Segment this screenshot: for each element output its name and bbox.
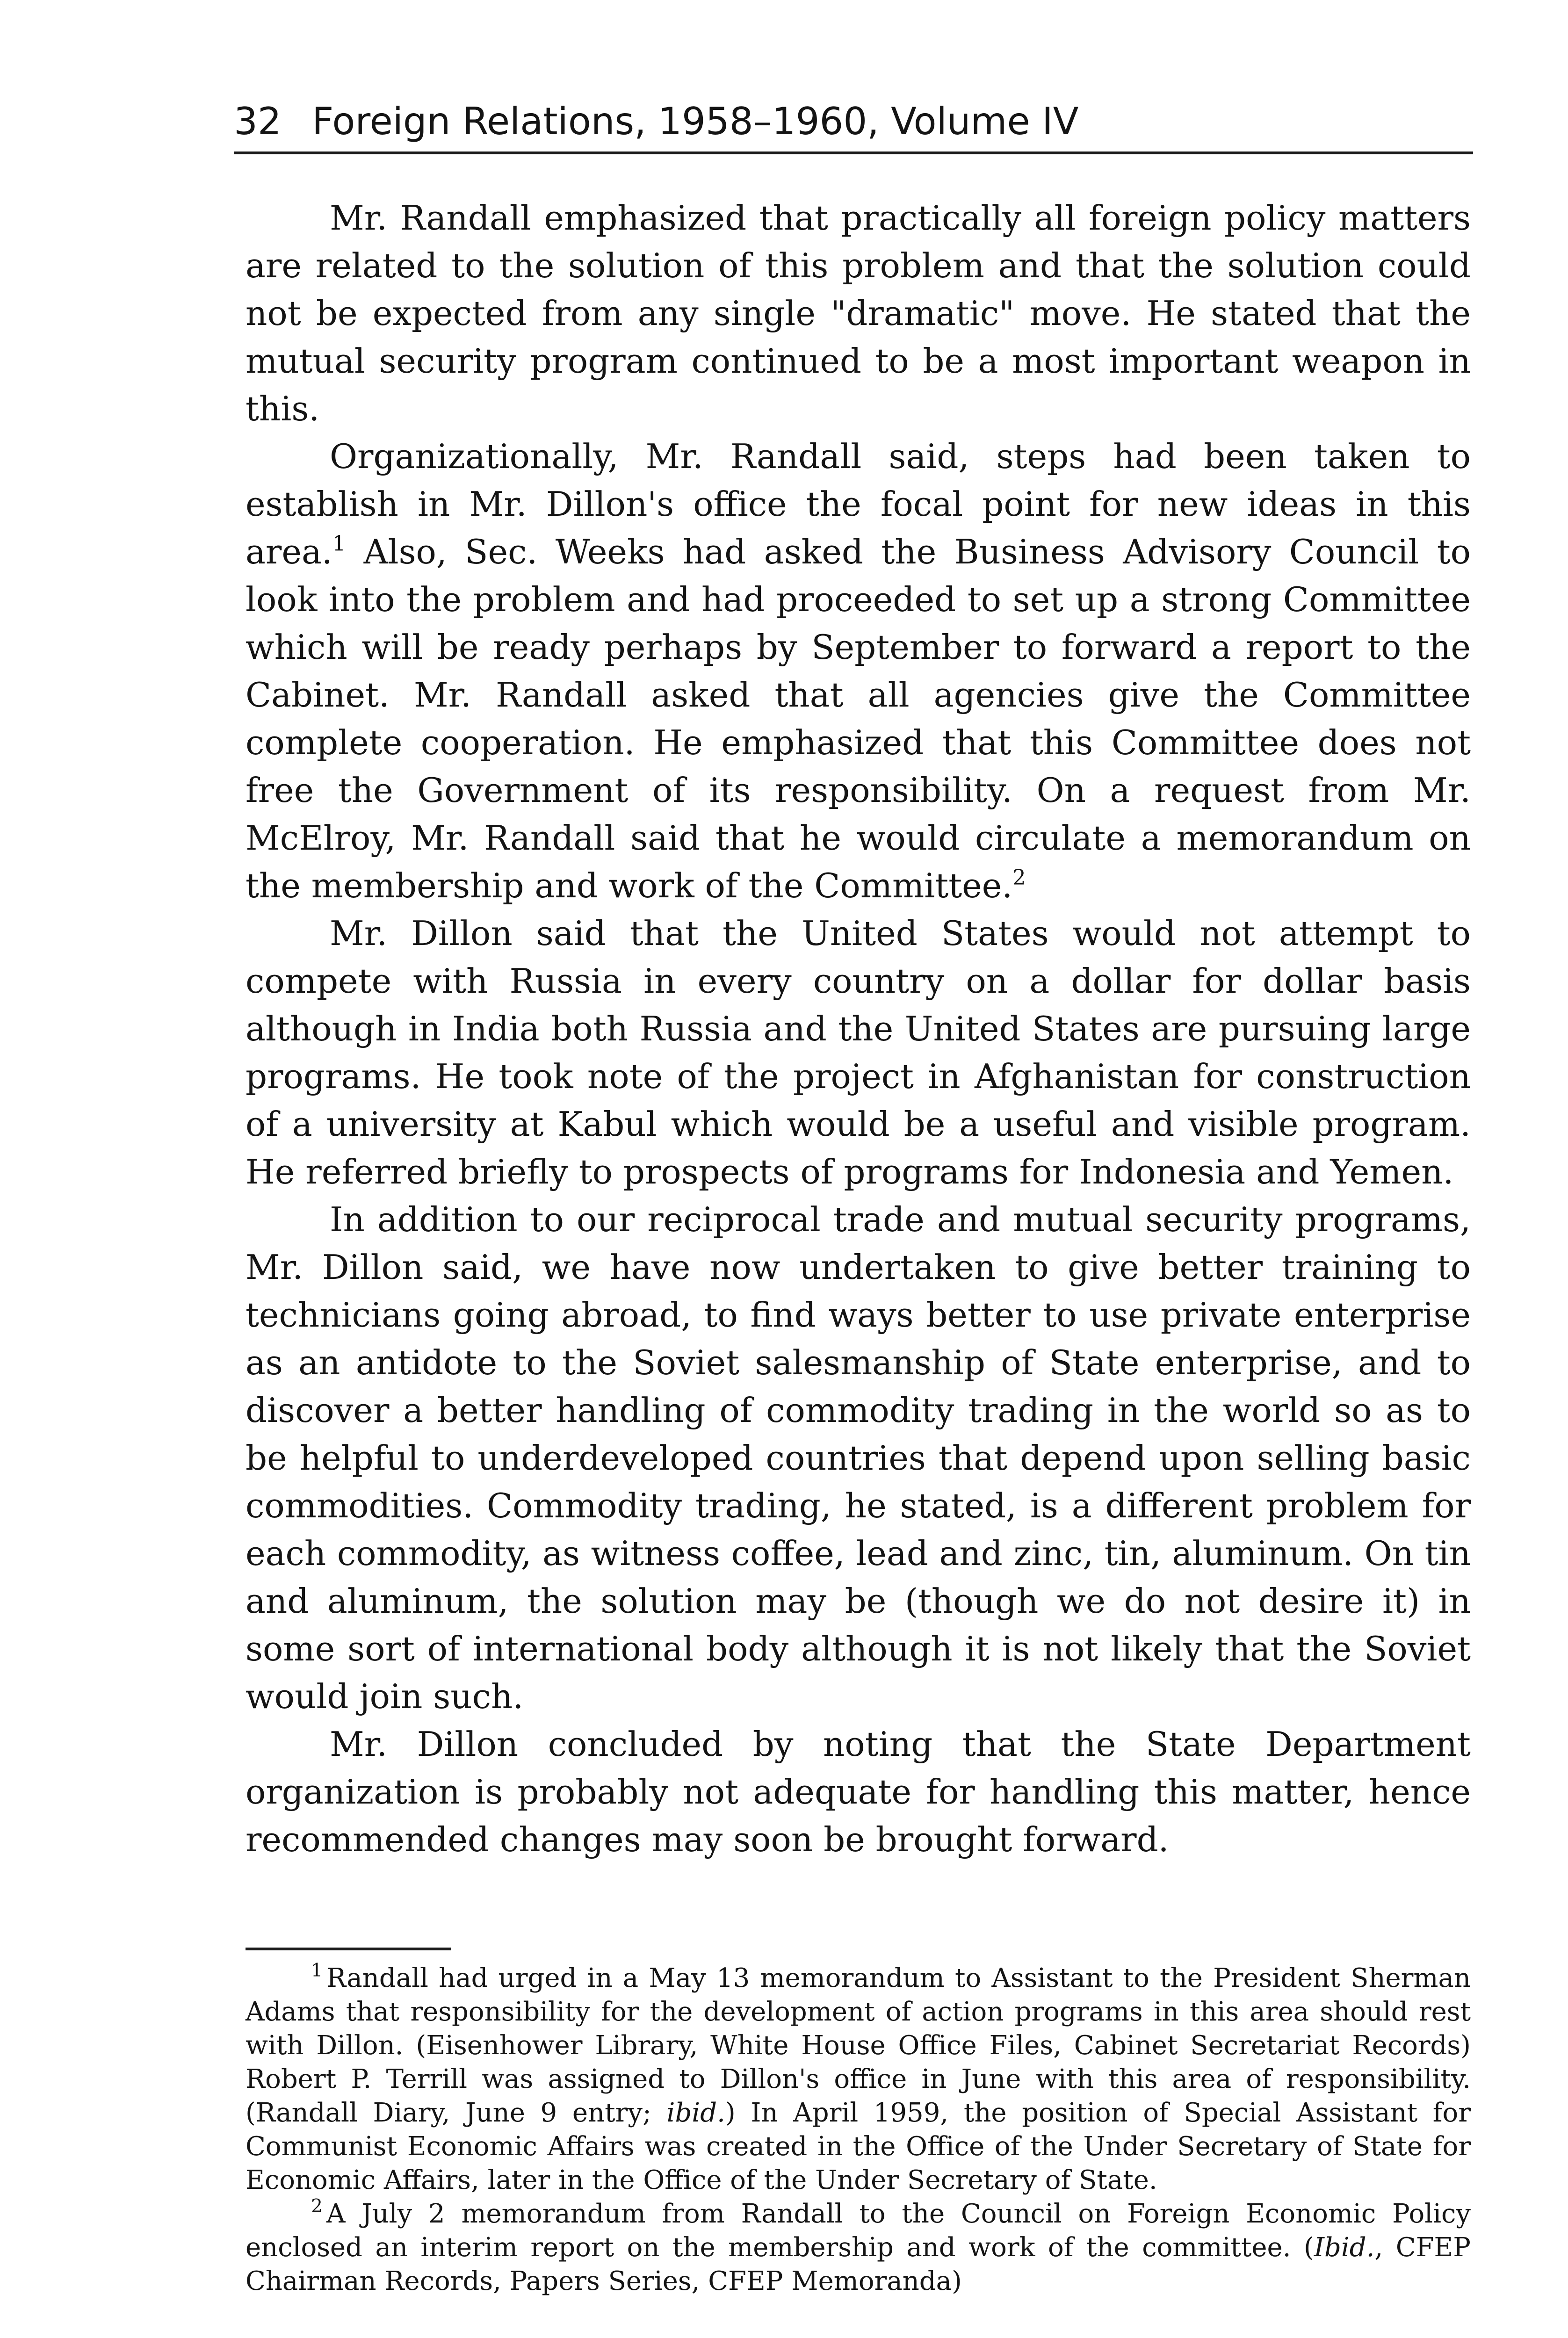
footnote-number: 1: [311, 1960, 323, 1982]
paragraph-5: Mr. Dillon concluded by noting that the State Department organization is probably not adequate for handling this matter, hence recommended changes may soon be brought forward.: [246, 1725, 1471, 1859]
header-rule: [234, 152, 1473, 154]
body-text: [246, 194, 1471, 1863]
footnote-ref-2[interactable]: 2: [1012, 865, 1026, 890]
running-head: [234, 98, 1473, 145]
footnote-2: $^2$ A July 2 memorandum from Randall to the Council on Foreign Economic Policy enclosed an interim report on the membership and work of the committee. (Ibid., CFEP Chairman Records, Papers Series, CFEP Memoranda): [246, 2196, 1471, 2296]
running-title: Foreign Relations, 1958–1960, Volume IV: [312, 100, 1079, 143]
footnote-1: $^1$ Randall had urged in a May 13 memorandum to Assistant to the President Sherman Adams that responsibility for the development of action programs in this area should rest with Dillon. (Eisenhower Library, White House Office Files, Cabinet Secretariat Records) Robert P. Terrill was assigned to Dillon's office in June with this area of responsibility. (Randall Diary, June 9 entry; ibid.) In April 1959, the position of Special Assistant for Communist Economic Affairs was created in the Office of the Under Secretary of State for Economic Affairs, later in the Office of the Under Secretary of State.: [246, 1960, 1471, 2195]
footnotes: [246, 1962, 1471, 2298]
footnote-ref-1[interactable]: 1: [332, 531, 346, 556]
footnote-number: 2: [311, 2196, 323, 2217]
footnote-rule: [246, 1948, 451, 1950]
paragraph-3: Mr. Dillon said that the United States would not attempt to compete with Russia in every country on a dollar for dollar basis although in India both Russia and the United States are pursuing large programs. He took note of the project in Afghanistan for construction of a university at Kabul which would be a useful and visible program. He referred briefly to prospects of programs for Indonesia and Yemen.: [246, 914, 1471, 1191]
page-number: 32: [234, 100, 282, 143]
paragraph-4: In addition to our reciprocal trade and mutual security programs, Mr. Dillon said, we have now undertaken to give better training to technicians going abroad, to find ways better to use private enterprise as an antidote to the Soviet salesmanship of State enterprise, and to discover a better handling of commodity trading in the world so as to be helpful to underdeveloped countries that depend upon selling basic commodities. Commodity trading, he stated, is a different problem for each commodity, as witness coffee, lead and zinc, tin, aluminum. On tin and aluminum, the solution may be (though we do not desire it) in some sort of international body although it is not likely that the Soviet would join such.: [246, 1200, 1471, 1716]
paragraph-1: Mr. Randall emphasized that practically all foreign policy matters are related to the solution of this problem and that the solution could not be expected from any single "dramatic" move. He stated that the mutual security program continued to be a most important weapon in this.: [246, 198, 1471, 428]
paragraph-2: Organizationally, Mr. Randall said, steps had been taken to establish in Mr. Dillon's office the focal point for new ideas in this area.$^1$ Also, Sec. Weeks had asked the Business Advisory Council to look into the problem and had proceeded to set up a strong Committee which will be ready perhaps by September to forward a report to the Cabinet. Mr. Randall asked that all agencies give the Committee complete cooperation. He emphasized that this Committee does not free the Government of its responsibility. On a request from Mr. McElroy, Mr. Randall said that he would circulate a memorandum on the membership and work of the Committee.$^2$: [246, 437, 1471, 905]
